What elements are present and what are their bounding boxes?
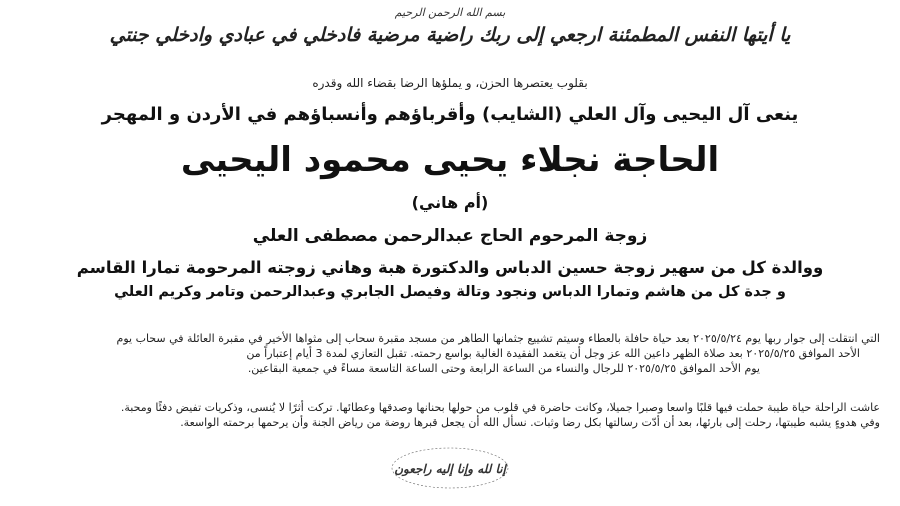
quran-verse-calligraphy: يا أيتها النفس المطمئنة ارجعي إلى ربك راضية مرضية فادخلي في عبادي وادخلي جنتي (109, 24, 791, 46)
funeral-details (14, 331, 880, 376)
tribute-paragraph (14, 400, 880, 430)
calligraphy-text: إنا لله وإنا إليه راجعون (394, 462, 506, 476)
subheading: بقلوب يعتصرها الحزن، و يملؤها الرضا بقضاء الله وقدره (312, 76, 588, 90)
inna-lillah-calligraphy-seal (388, 444, 512, 492)
mother-line: ووالدة كل من سهير زوجة حسين الدباس والدكتورة هبة وهاني زوجته المرحومة تمارا القاسم (76, 258, 824, 277)
husband-line: زوجة المرحوم الحاج عبدالرحمن مصطفى العلي (252, 226, 648, 246)
deceased-name: الحاجة نجلاء يحيى محمود اليحيى (180, 140, 720, 180)
funeral-details-line: الأحد الموافق ٢٠٢٥/٥/٢٥ بعد صلاة الظهر داعين الله عز وجل أن يتغمد الفقيدة الغالية بواسع رحمته. تقبل التعازي لمدة 3 أيام إعتباراً من (246, 347, 860, 360)
funeral-details-line: يوم الأحد الموافق ٢٠٢٥/٥/٢٥ للرجال والنساء من الساعة الرابعة وحتى الساعة التاسعة مساءً في جمعية البقاعين. (247, 362, 760, 375)
basmala-calligraphy: بسم الله الرحمن الرحيم (394, 6, 506, 19)
announcement-intro: ينعى آل اليحيى وآل العلي (الشايب) وأقرباؤهم وأنسباؤهم في الأردن و المهجر (101, 104, 799, 125)
deceased-kunya: (أم هاني) (411, 193, 489, 212)
funeral-details-line: التي انتقلت إلى جوار ربها يوم ٢٠٢٥/٥/٢٤ بعد حياة حافلة بالعطاء وسيتم تشييع جثمانها الطاهر من مسجد مقبرة سحاب إلى مثواها الأخير في مقبرة العائلة في سحاب يوم (116, 332, 880, 345)
tribute-line: وفي هدوءٍ يشبه طيبتها، رحلت إلى بارئها، بعد أن أدّت رسالتها بكل رضا وثبات. نسأل الله أن يجعل قبرها روضة من رياض الجنة وأن يرحمها برحمته الواسعة. (180, 416, 880, 429)
tribute-line: عاشت الراحلة حياة طيبة حملت فيها قلبًا واسعا وصبرا جميلا، وكانت حاضرة في قلوب من حولها بحنانها وصدقها وعطائها. تركت أثرًا لا يُنسى، وذكريات تفيض دفئًا ومحبة. (120, 401, 880, 414)
footer-calligraphy-wrap (0, 444, 900, 492)
grandmother-line: و جدة كل من هاشم وتمارا الدباس ونجود وتالة وفيصل الجابري وعبدالرحمن وتامر وكريم العلي (114, 284, 786, 300)
